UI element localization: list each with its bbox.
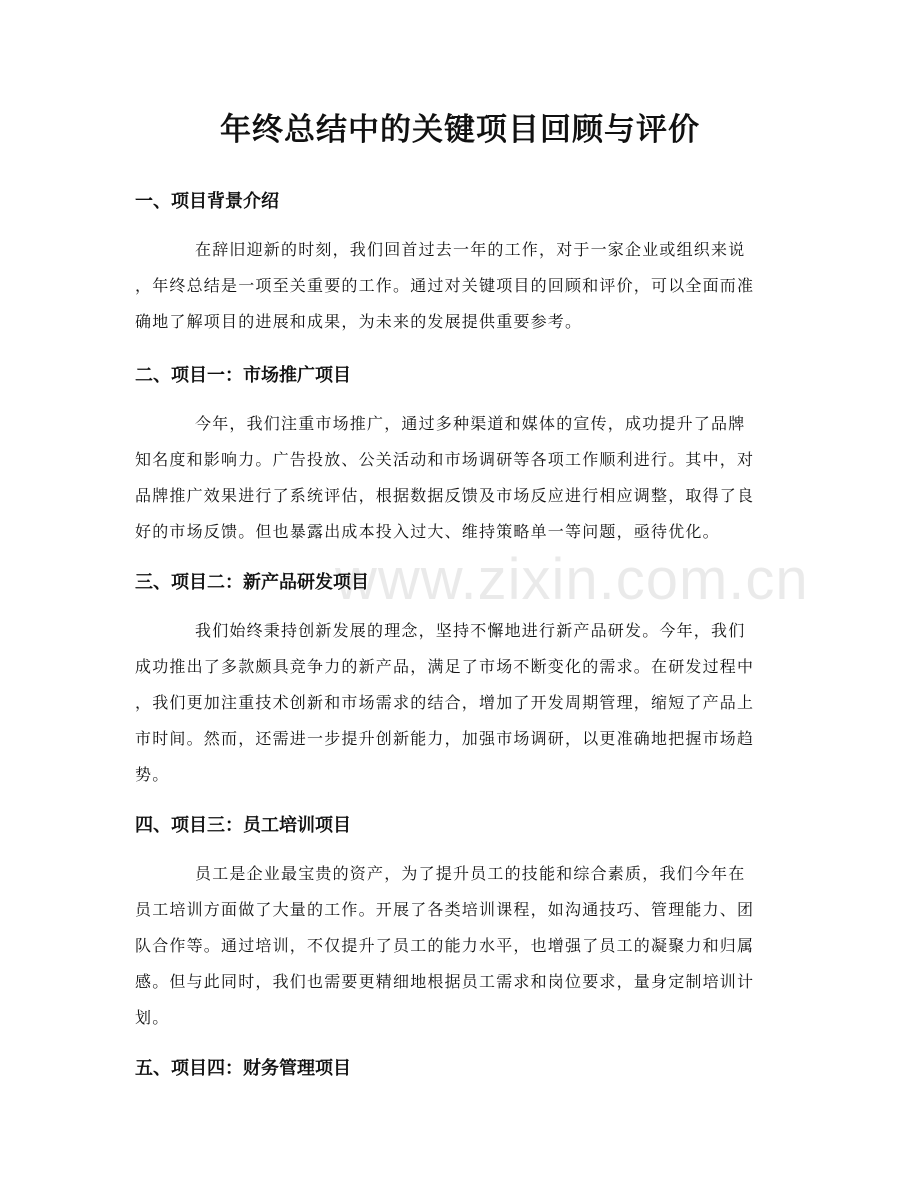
paragraph-line: 我们始终秉持创新发展的理念，坚持不懈地进行新产品研发。今年，我们 — [195, 621, 746, 640]
paragraph-line: 势。 — [135, 765, 170, 784]
section-heading-1: 一、项目背景介绍 — [135, 191, 279, 212]
section-paragraph-4 — [135, 856, 787, 1036]
paragraph-line: 今年，我们注重市场推广，通过多种渠道和媒体的宣传，成功提升了品牌 — [195, 414, 746, 433]
watermark-text: www.zixin.com.cn — [335, 547, 809, 612]
paragraph-line: 员工培训方面做了大量的工作。开展了各类培训课程，如沟通技巧、管理能力、团 — [135, 900, 755, 919]
paragraph-line: 市时间。然而，还需进一步提升创新能力，加强市场调研，以更准确地把握市场趋 — [135, 729, 755, 748]
paragraph-line: 在辞旧迎新的时刻，我们回首过去一年的工作，对于一家企业或组织来说 — [195, 240, 746, 259]
section-heading-5: 五、项目四：财务管理项目 — [135, 1058, 351, 1079]
section-heading-4: 四、项目三：员工培训项目 — [135, 815, 351, 836]
paragraph-line: 队合作等。通过培训，不仅提升了员工的能力水平，也增强了员工的凝聚力和归属 — [135, 936, 755, 955]
section-paragraph-2 — [135, 406, 787, 550]
section-paragraph-1 — [135, 232, 787, 340]
section-heading-3: 三、项目二：新产品研发项目 — [135, 572, 369, 593]
paragraph-line: 品牌推广效果进行了系统评估，根据数据反馈及市场反应进行相应调整，取得了良 — [135, 486, 755, 505]
paragraph-line: 成功推出了多款颇具竞争力的新产品，满足了市场不断变化的需求。在研发过程中 — [135, 657, 755, 676]
document-title: 年终总结中的关键项目回顾与评价 — [220, 112, 700, 148]
paragraph-line: 好的市场反馈。但也暴露出成本投入过大、维持策略单一等问题，亟待优化。 — [135, 522, 720, 541]
paragraph-line: 划。 — [135, 1008, 170, 1027]
section-heading-2: 二、项目一：市场推广项目 — [135, 365, 351, 386]
paragraph-line: 确地了解项目的进展和成果，为未来的发展提供重要参考。 — [135, 312, 583, 331]
paragraph-line: 感。但与此同时，我们也需要更精细地根据员工需求和岗位要求，量身定制培训计 — [135, 972, 755, 991]
paragraph-line: ，年终总结是一项至关重要的工作。通过对关键项目的回顾和评价，可以全面而准 — [135, 276, 755, 295]
paragraph-line: 知名度和影响力。广告投放、公关活动和市场调研等各项工作顺利进行。其中，对 — [135, 450, 755, 469]
section-paragraph-3 — [135, 613, 787, 793]
paragraph-line: 员工是企业最宝贵的资产，为了提升员工的技能和综合素质，我们今年在 — [195, 864, 746, 883]
paragraph-line: ，我们更加注重技术创新和市场需求的结合，增加了开发周期管理，缩短了产品上 — [135, 693, 755, 712]
